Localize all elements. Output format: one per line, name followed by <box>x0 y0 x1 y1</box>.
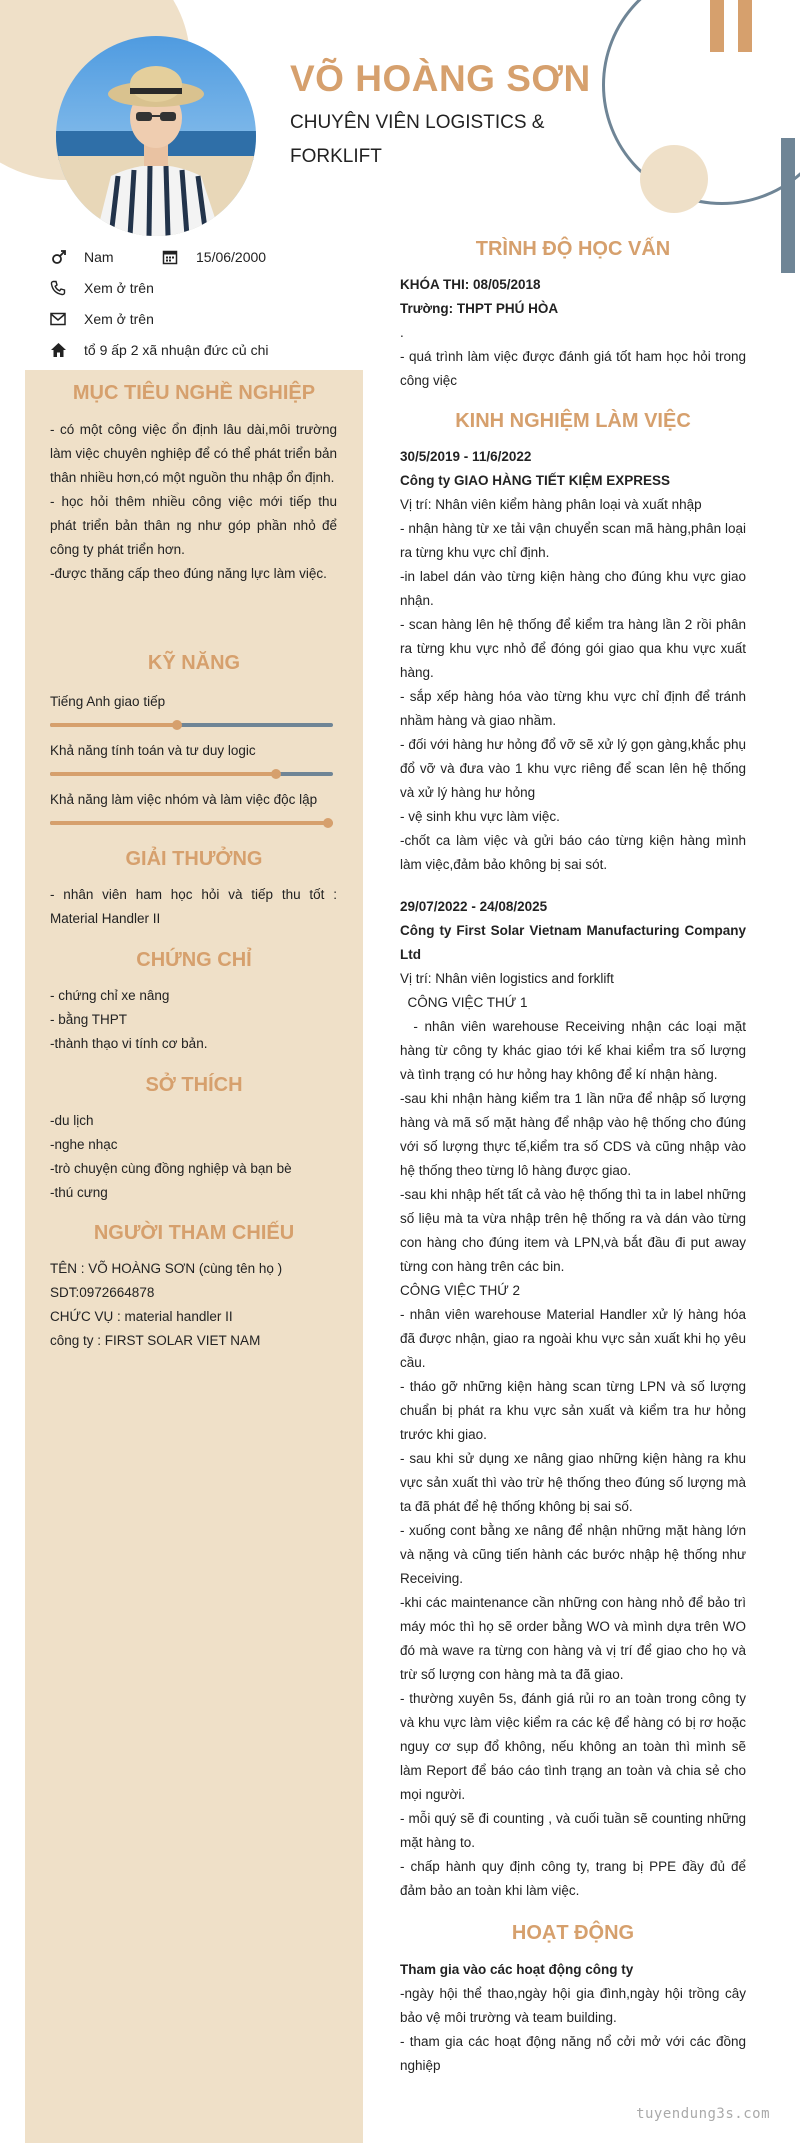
info-gender-row <box>50 245 114 269</box>
job-line: - xuống cont bằng xe nâng để nhận những mặt hàng lớn và nặng và cũng tiến hành các bước nhập hệ thống như Receiving. <box>400 1523 746 1586</box>
job-company: Công ty GIAO HÀNG TIẾT KIỆM EXPRESS <box>400 473 671 488</box>
job-line: - vệ sinh khu vực làm việc. <box>400 809 560 824</box>
job-line: CÔNG VIỆC THỨ 1 <box>400 995 528 1010</box>
email-icon <box>50 312 76 326</box>
career-goal-text <box>50 418 337 586</box>
job-line: - sắp xếp hàng hóa vào từng khu vực chỉ định để tránh nhầm hàng và giao nhầm. <box>400 689 746 728</box>
awards-text: - nhân viên ham học hỏi và tiếp thu tốt : Material Handler II <box>50 887 337 926</box>
education-text <box>400 273 746 393</box>
certificates-title: CHỨNG CHỈ <box>136 949 252 971</box>
job-period: 30/5/2019 - 11/6/2022 <box>400 449 532 464</box>
hobby-item: -du lịch <box>50 1113 94 1128</box>
info-birthdate-row <box>162 245 266 269</box>
phone-icon <box>50 280 76 296</box>
job-line: Vị trí: Nhân viên logistics and forklift <box>400 971 614 986</box>
decorative-bar <box>738 0 752 52</box>
activity-line: -ngày hội thể thao,ngày hội gia đình,ngày hội trồng cây bảo vệ môi trường và team building. <box>400 1986 746 2025</box>
job-line: CÔNG VIỆC THỨ 2 <box>400 1283 521 1298</box>
education-title: TRÌNH ĐỘ HỌC VẤN <box>475 238 671 260</box>
skill-label: Tiếng Anh giao tiếp <box>50 694 166 709</box>
career-goal-line: -được thăng cấp theo đúng năng lực làm việc. <box>50 566 327 581</box>
calendar-icon <box>162 249 188 265</box>
job-line: -sau khi nhập hết tất cả vào hệ thống thì ta in label những số liệu mà ta vừa nhập trên hệ thống ra và dán vào từng con hàng cho đúng item và LPN,và bắt đầu đi put away từng con hàng trên các bin. <box>400 1187 746 1274</box>
reference-line: CHỨC VỤ : material handler II <box>50 1309 233 1324</box>
activities-text <box>400 1958 746 2078</box>
career-goal-line: - có một công việc ổn định lâu dài,môi trường làm việc chuyên nghiệp để có thể phát triển bản thân nhiều hơn,có một nguồn thu nhập ổn định. <box>50 422 337 485</box>
job-line: Vị trí: Nhân viên kiểm hàng phân loại và xuất nhập <box>400 497 702 512</box>
skill-bar-knob <box>323 818 333 828</box>
decorative-dot <box>640 145 708 213</box>
activity-line: - tham gia các hoạt động năng nổ cởi mở với các đồng nghiệp <box>400 2034 746 2073</box>
job-line: - đối với hàng hư hỏng đổ vỡ sẽ xử lý gọn gàng,khắc phụ đổ vỡ và đưa vào 1 khu vực riêng để scan lên hệ thống và xử lý hàng hư hỏng <box>400 737 746 800</box>
experience-title: KINH NGHIỆM LÀM VIỆC <box>455 410 691 432</box>
job-line: -chốt ca làm việc và gửi báo cáo từng kiện hàng mình làm việc,đảm bảo không bị sai sót. <box>400 833 746 872</box>
education-exam: KHÓA THI: 08/05/2018 <box>400 277 541 292</box>
job-line: -khi các maintenance cần những con hàng nhỏ để bảo trì máy móc thì họ sẽ order bằng WO và mình dựa trên WO đó mà wave ra từng con hàng và vị trí để giao cho họ và trừ số lượng con hàng mà ta đã giao. <box>400 1595 746 1682</box>
skills-title: KỸ NĂNG <box>147 652 241 674</box>
job-line: - nhân viên warehouse Receiving nhận các loại mặt hàng từ công ty khác giao tới kế khai kiểm tra số lượng và tình trạng có hư hỏng hay không để kí nhận hàng. <box>400 1019 750 1082</box>
certificates-text <box>50 984 337 1056</box>
education-dot: . <box>400 325 404 340</box>
address-value: tổ 9 ấp 2 xã nhuận đức củ chi <box>84 342 269 358</box>
candidate-name: VÕ HOÀNG SƠN <box>290 58 591 99</box>
education-note: - quá trình làm việc được đánh giá tốt ham học hỏi trong công việc <box>400 349 746 388</box>
decorative-bar <box>710 0 724 52</box>
hobbies-text <box>50 1109 337 1205</box>
reference-line: TÊN : VÕ HOÀNG SƠN (cùng tên họ ) <box>50 1261 283 1276</box>
decorative-vertical-bar <box>781 138 795 273</box>
gender-value: Nam <box>84 249 114 265</box>
job-line: - mỗi quý sẽ đi counting , và cuối tuần sẽ counting những mặt hàng to. <box>400 1811 746 1850</box>
education-school: Trường: THPT PHÚ HÒA <box>400 301 559 316</box>
career-goal-line: - học hỏi thêm nhiều công việc mới tiếp thu phát triển bản thân ng như góp phần nhỏ để công ty phát triển hơn. <box>50 494 337 557</box>
job-line: - thường xuyên 5s, đánh giá rủi ro an toàn trong công ty và khu vực làm việc kiểm ra các kệ để hàng có bị rơ hoặc nguy cơ sụp đổ không, nếu không an toàn thì mình sẽ làm Report để báo cáo tình trạng an toàn và chia sẻ cho mọi người. <box>400 1691 746 1802</box>
skill-bar <box>50 821 333 825</box>
skill-label: Khả năng tính toán và tư duy logic <box>50 743 256 758</box>
skill-bar-fill <box>50 821 333 825</box>
hobby-item: -thú cưng <box>50 1185 108 1200</box>
experience-job-1 <box>400 445 746 877</box>
experience-job-2 <box>400 895 750 1903</box>
birthdate-value: 15/06/2000 <box>196 249 267 265</box>
skill-bar-fill <box>50 723 177 727</box>
info-phone-row <box>50 276 154 300</box>
job-line: - nhân viên warehouse Material Handler xử lý hàng hóa đã được nhận, giao ra ngoài khu vực sản xuất khi họ yêu cầu. <box>400 1307 746 1370</box>
hobby-item: -trò chuyện cùng đồng nghiệp và bạn bè <box>50 1161 292 1176</box>
job-line: - scan hàng lên hệ thống để kiểm tra hàng lần 2 rồi phân ra từng khu vực nhỏ để đóng gói giao qua khu vực xuất hàng. <box>400 617 746 680</box>
certificate-item: - bằng THPT <box>50 1012 128 1027</box>
gender-icon <box>50 248 76 266</box>
activities-heading: Tham gia vào các hoạt động công ty <box>400 1962 634 1977</box>
home-icon <box>50 342 76 358</box>
job-line: -in label dán vào từng kiện hàng cho đúng khu vực giao nhận. <box>400 569 746 608</box>
job-line: - tháo gỡ những kiện hàng scan từng LPN và số lượng chuẩn bị phát ra khu vực sản xuất và kiểm tra hư hỏng trước khi giao. <box>400 1379 746 1442</box>
job-line: - nhận hàng từ xe tải vận chuyển scan mã hàng,phân loại ra từng khu vực chỉ định. <box>400 521 746 560</box>
references-text <box>50 1257 337 1353</box>
info-address-row <box>50 338 269 362</box>
skill-bar <box>50 723 333 727</box>
reference-line: SDT:0972664878 <box>50 1285 155 1300</box>
job-line: - chấp hành quy định công ty, trang bị PPE đầy đủ để đảm bảo an toàn khi làm việc. <box>400 1859 746 1898</box>
hobby-item: -nghe nhạc <box>50 1137 118 1152</box>
certificate-item: -thành thạo vi tính cơ bản. <box>50 1036 208 1051</box>
activities-title: HOẠT ĐỘNG <box>511 1922 635 1944</box>
job-period: 29/07/2022 - 24/08/2025 <box>400 899 548 914</box>
job-line: -sau khi nhận hàng kiểm tra 1 lần nữa để nhập số lượng hàng và mã số mặt hàng để nhập vào hệ thống cho đúng với số lượng thực tế,kiểm tra số CDS và cũng nhập vào hệ thống theo từng lô hàng được giao. <box>400 1091 746 1178</box>
candidate-job-title: CHUYÊN VIÊN LOGISTICS & FORKLIFT <box>290 112 545 167</box>
watermark: tuyendung3s.com <box>636 2106 770 2122</box>
career-goal-title: MỤC TIÊU NGHỀ NGHIỆP <box>72 382 316 404</box>
reference-line: công ty : FIRST SOLAR VIET NAM <box>50 1333 261 1348</box>
skill-bar-fill <box>50 772 276 776</box>
skill-label: Khả năng làm việc nhóm và làm việc độc lập <box>50 792 318 807</box>
job-company: Công ty First Solar Vietnam Manufacturing Company Ltd <box>400 923 746 962</box>
certificate-item: - chứng chỉ xe nâng <box>50 988 170 1003</box>
job-line: - sau khi sử dụng xe nâng giao những kiện hàng ra khu vực sản xuất thì vào trừ hệ thống theo đúng số lượng mà ta đã phát để hệ thống không bị sai số. <box>400 1451 746 1514</box>
avatar <box>56 36 256 236</box>
skill-bar <box>50 772 333 776</box>
phone-value: Xem ở trên <box>84 280 154 296</box>
hobbies-title: SỞ THÍCH <box>145 1074 243 1096</box>
references-title: NGƯỜI THAM CHIẾU <box>93 1222 295 1244</box>
email-value: Xem ở trên <box>84 311 154 327</box>
awards-title: GIẢI THƯỞNG <box>125 848 263 870</box>
info-email-row <box>50 307 154 331</box>
